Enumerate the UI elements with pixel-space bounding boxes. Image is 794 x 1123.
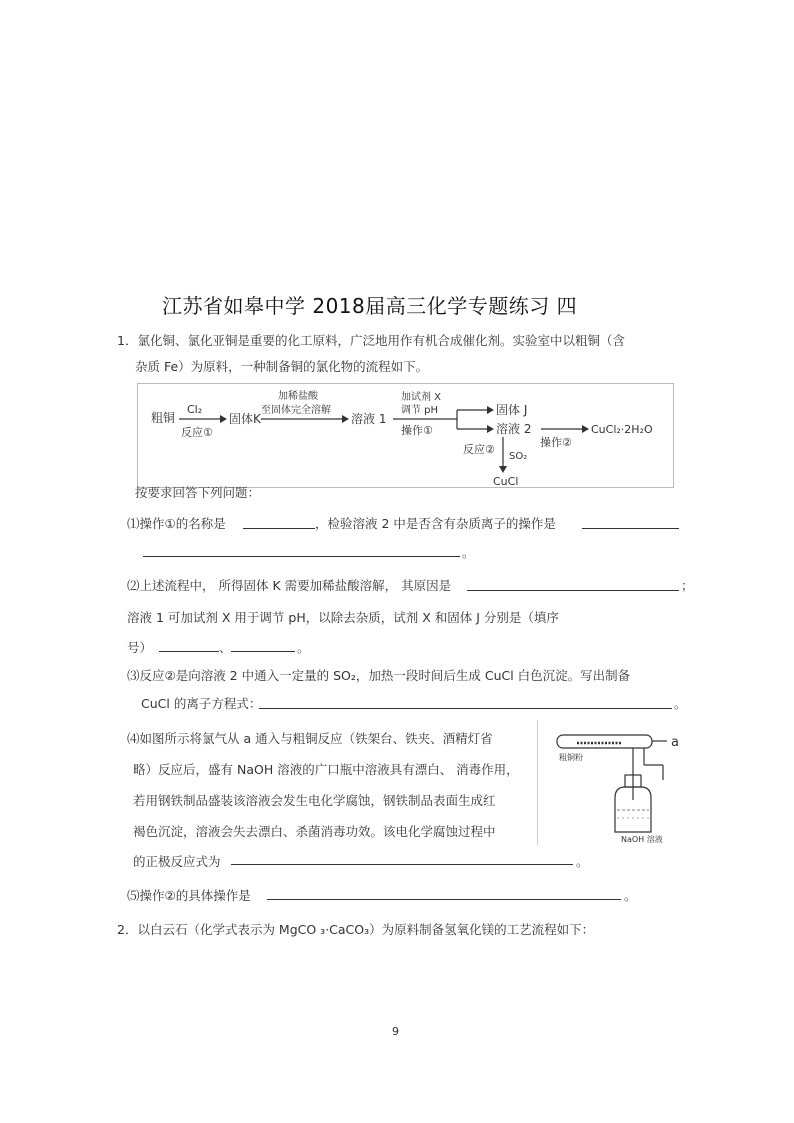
flow-solution2: 溶液 2 xyxy=(496,422,532,436)
flow-acid-top: 加稀盐酸 xyxy=(278,391,318,402)
flow-reaction2: 反应② xyxy=(463,443,495,456)
answer-blank-1c[interactable] xyxy=(143,556,460,557)
flow-reaction1: 反应① xyxy=(181,426,213,439)
flow-solid-k: 固体K xyxy=(229,412,261,426)
q1-part2-period: 。 xyxy=(297,640,310,655)
reaction-tube xyxy=(557,735,652,748)
q1-intro-line1: 1．氯化铜、氯化亚铜是重要的化工原料，广泛地用作有机合成催化剂。实验室中以粗铜（含 xyxy=(117,333,625,348)
flow-solution1: 溶液 1 xyxy=(351,412,387,426)
process-flow-diagram xyxy=(137,383,674,488)
q1-part2-line2: 溶液 1 可加试剂 X 用于调节 pH，以除去杂质，试剂 X 和固体 J 分别是（填序 xyxy=(127,610,559,625)
q1-part4-line2: 略）反应后，盛有 NaOH 溶液的广口瓶中溶液具有漂白、 消毒作用， xyxy=(133,762,519,777)
q1-part3-period: 。 xyxy=(674,696,687,711)
apparatus-figure xyxy=(537,720,689,845)
q1-part3-line1: ⑶反应②是向溶液 2 中通入一定量的 SO₂，加热一段时间后生成 CuCl 白色沉淀。写出制备 xyxy=(127,668,631,683)
q1-part4-line3: 若用钢铁制品盛装该溶液会发生电化学腐蚀，钢铁制品表面生成红 xyxy=(133,793,496,808)
instruction: 按要求回答下列问题： xyxy=(135,485,261,500)
answer-blank-1b[interactable] xyxy=(582,528,679,529)
flow-product: CuCl₂·2H₂O xyxy=(591,423,653,436)
q1-part4-line5: 的正极反应式为 xyxy=(133,854,221,869)
q1-part5-prefix: ⑸操作②的具体操作是 xyxy=(127,888,251,903)
flow-op1: 操作① xyxy=(401,424,433,437)
q1-part5-period: 。 xyxy=(624,888,637,903)
q1-part4-line4: 褐色沉淀，溶液会失去漂白、杀菌消毒功效。该电化学腐蚀过程中 xyxy=(133,824,496,839)
flow-reagent-x: 加试剂 X xyxy=(401,392,442,403)
flow-arrowhead-5 xyxy=(487,425,494,433)
q1-part4-period: 。 xyxy=(576,854,589,869)
q1-part4-line1: ⑷如图所示将氯气从 a 通入与粗铜反应（铁架台、铁夹、酒精灯省 xyxy=(127,731,493,746)
q1-part2-semicolon: ； xyxy=(681,578,694,593)
flow-solid-j: 固体 J xyxy=(496,403,528,417)
page-number: 9 xyxy=(392,1025,399,1038)
answer-blank-2c[interactable] xyxy=(231,651,295,652)
naoh-label: NaOH 溶液 xyxy=(621,835,663,844)
copper-label: 粗铜粉 xyxy=(559,753,583,762)
q1-part2-prefix: ⑵上述流程中， 所得固体 K 需要加稀盐酸溶解， 其原因是 xyxy=(127,578,452,593)
q1-part2-separator: 、 xyxy=(219,640,232,655)
flow-arrowhead-2 xyxy=(342,415,349,423)
flow-adjust-ph: 调节 pH xyxy=(401,405,439,416)
flow-so2: SO₂ xyxy=(509,451,528,462)
q1-intro-line2: 杂质 Fe）为原料，一种制备铜的氯化物的流程如下。 xyxy=(135,359,429,374)
answer-blank-4[interactable] xyxy=(231,864,573,865)
q1-part3-line2: CuCl 的离子方程式： xyxy=(141,696,262,711)
q1-part1-period: 。 xyxy=(462,545,475,560)
flow-cucl: CuCl xyxy=(493,475,519,488)
inlet-label-a: a xyxy=(671,735,679,750)
flow-op2: 操作② xyxy=(540,436,572,449)
page-title: 江苏省如皋中学 2018届高三化学专题练习 四 xyxy=(162,294,578,318)
flow-acid-bottom: 至固体完全溶解 xyxy=(261,405,331,416)
answer-blank-2a[interactable] xyxy=(467,590,679,591)
flow-arrowhead-1 xyxy=(220,415,227,423)
flow-arrowhead-7 xyxy=(499,466,507,473)
flow-arrowhead-4 xyxy=(487,406,494,414)
answer-blank-5[interactable] xyxy=(267,899,621,900)
q2-text: 2．以白云石（化学式表示为 MgCO ₃·CaCO₃）为原料制备氢氧化镁的工艺流程如下： xyxy=(117,922,595,937)
flow-arrowhead-6 xyxy=(582,425,589,433)
flow-cl2: Cl₂ xyxy=(187,403,203,416)
flow-raw-copper: 粗铜 xyxy=(151,411,176,425)
q1-part1-middle: ，检验溶液 2 中是否含有杂质离子的操作是 xyxy=(315,516,556,531)
answer-blank-2b[interactable] xyxy=(159,651,219,652)
answer-blank-1a[interactable] xyxy=(243,528,315,529)
q1-part1-prefix: ⑴操作①的名称是 xyxy=(127,516,226,531)
answer-blank-3[interactable] xyxy=(259,708,672,709)
q1-part2-hao: 号） xyxy=(127,640,153,655)
